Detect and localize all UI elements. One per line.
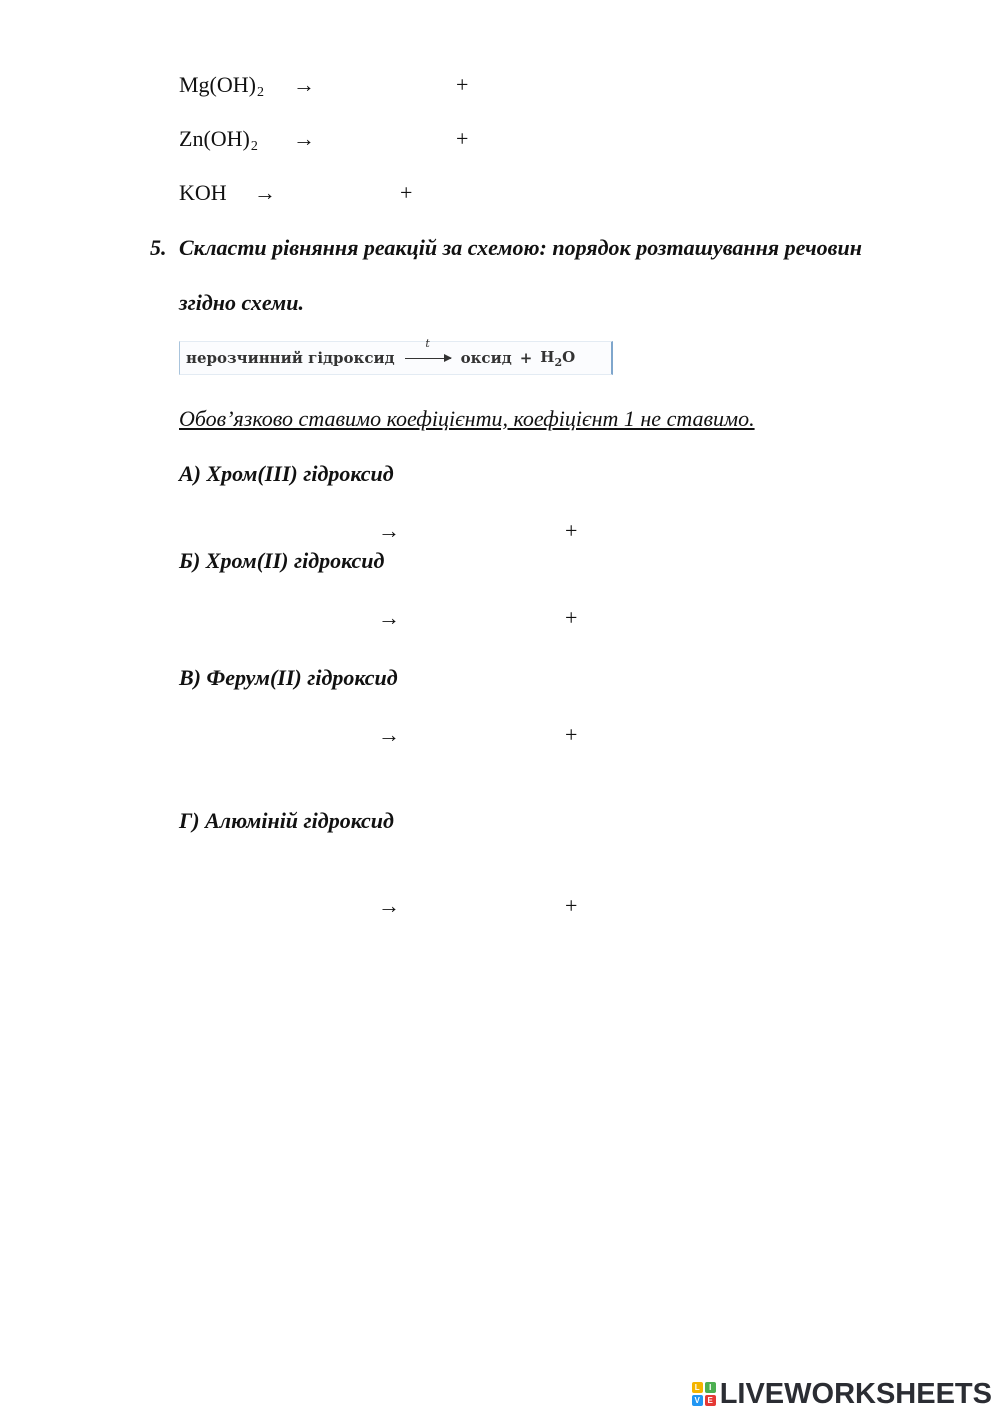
reaction-scheme <box>179 337 613 375</box>
reaction-arrow: → <box>254 180 276 205</box>
task-heading-line2: згідно схеми. <box>179 290 304 315</box>
formula: Mg(OH) <box>179 72 256 97</box>
plus-sign: + <box>565 518 578 543</box>
item-label-g: Г) Алюміній гідроксид <box>179 808 394 833</box>
plus-sign: + <box>565 722 578 747</box>
logo-text: LIVEWORKSHEETS <box>719 1377 992 1410</box>
scheme-product-oxide: оксид <box>460 349 512 367</box>
liveworksheets-logo <box>692 1378 992 1410</box>
item-label-b: Б) Хром(ІІ) гідроксид <box>179 548 385 573</box>
formula: Zn(OH) <box>179 126 250 151</box>
equation-row-zn <box>179 126 258 160</box>
equation-row-koh <box>179 180 227 206</box>
reaction-arrow: → <box>378 893 400 918</box>
scheme-plus: + <box>519 349 533 367</box>
heat-arrow-icon <box>405 337 451 367</box>
scheme-reactant: нерозчинний гідроксид <box>186 349 395 367</box>
plus-sign: + <box>565 893 578 918</box>
reaction-arrow: → <box>293 126 315 151</box>
item-label-a: А) Хром(ІІІ) гідроксид <box>179 461 394 486</box>
reaction-arrow: → <box>378 605 400 630</box>
heat-label: t <box>425 337 430 350</box>
reaction-arrow: → <box>293 72 315 97</box>
equation-row-mg <box>179 72 264 106</box>
instruction-note: Обов’язково ставимо коефіцієнти, коефіцієнт 1 не ставимо. <box>179 406 755 431</box>
plus-sign: + <box>456 126 469 151</box>
subscript: 2 <box>250 139 258 154</box>
plus-sign: + <box>400 180 413 205</box>
subscript: 2 <box>257 85 264 100</box>
logo-mark-icon: L I V E <box>692 1382 716 1406</box>
scheme-product-water: $H_2O$ <box>540 347 576 369</box>
reaction-arrow: → <box>378 518 400 543</box>
item-label-v: В) Ферум(ІІ) гідроксид <box>179 665 398 690</box>
formula: KOH <box>179 180 227 205</box>
plus-sign: + <box>456 72 469 97</box>
task-heading-line1: Скласти рівняння реакцій за схемою: порядок розташування речовин <box>179 235 862 260</box>
task-number: 5. <box>150 235 167 260</box>
reaction-arrow: → <box>378 722 400 747</box>
plus-sign: + <box>565 605 578 630</box>
